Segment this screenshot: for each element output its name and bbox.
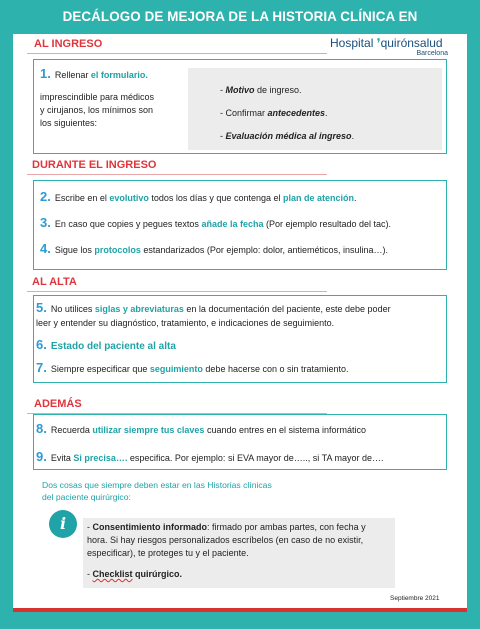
section-heading-ademas: ADEMÁS bbox=[34, 398, 82, 410]
item-6-line: 6. Estado del paciente al alta bbox=[36, 337, 176, 352]
list-item-evaluacion: - Evaluación médica al ingreso. bbox=[220, 131, 355, 141]
note-box bbox=[83, 518, 395, 588]
list-item-motivo: - Motivo de ingreso. bbox=[220, 85, 302, 95]
note-consentimiento-2: hora. Si hay riesgos personalizados escríbelos (en caso de no existir, bbox=[87, 535, 364, 545]
ademas-box bbox=[33, 414, 447, 470]
hospital-logo bbox=[330, 36, 450, 58]
note-intro-1: Dos cosas que siempre deben estar en las Historias clínicas bbox=[42, 480, 272, 490]
note-consentimiento: - Consentimiento informado: firmado por ambas partes, con fecha y bbox=[87, 522, 366, 532]
logo-city: Barcelona bbox=[416, 50, 448, 57]
bottom-red-rule bbox=[13, 608, 467, 612]
document-sheet bbox=[13, 34, 467, 612]
section-heading-ingreso: AL INGRESO bbox=[34, 38, 103, 50]
page-title: DECÁLOGO DE MEJORA DE LA HISTORIA CLÍNICA EN bbox=[62, 9, 418, 24]
item-5-line: 5. No utilices siglas y abreviaturas en la documentación del paciente, este debe poder bbox=[36, 300, 391, 315]
section-divider bbox=[27, 291, 327, 292]
logo-text: Hospital ❜quirónsalud bbox=[330, 36, 443, 50]
item-2-line: 2. Escribe en el evolutivo todos los días y que contenga el plan de atención. bbox=[40, 189, 357, 204]
item-8-line: 8. Recuerda utilizar siempre tus claves cuando entres en el sistema informático bbox=[36, 421, 367, 436]
note-checklist: - Checklist quirúrgico. bbox=[87, 569, 183, 579]
durante-box bbox=[33, 180, 447, 270]
logo-mark-icon: ❜ bbox=[376, 36, 381, 50]
section-heading-alta: AL ALTA bbox=[32, 276, 77, 288]
list-item-antecedentes: - Confirmar antecedentes. bbox=[220, 108, 328, 118]
item-1-desc-2: y cirujanos, los mínimos son bbox=[40, 105, 154, 115]
item-1-desc-1: imprescindible para médicos bbox=[40, 92, 155, 102]
minimum-fields-box bbox=[188, 68, 442, 150]
ingreso-box bbox=[33, 59, 447, 154]
date-label: Septiembre 2021 bbox=[390, 595, 440, 602]
item-1-desc-3: los siguientes: bbox=[40, 118, 98, 128]
item-7-line: 7. Siempre especificar que seguimiento debe hacerse con o sin tratamiento. bbox=[36, 360, 349, 375]
item-9-line: 9. Evita Si precisa…. especifica. Por ejemplo: si EVA mayor de….., si TA mayor de…. bbox=[36, 449, 384, 464]
item-5-line-2: leer y entender su diagnóstico, tratamiento, e indicaciones de seguimiento. bbox=[36, 318, 335, 328]
info-icon: i bbox=[49, 510, 77, 538]
note-consentimiento-3: especificar), te proteges tu y el paciente. bbox=[87, 548, 249, 558]
item-4-line: 4. Sigue los protocolos estandarizados (Por ejemplo: dolor, antieméticos, insulina…). bbox=[40, 241, 388, 256]
item-3-line: 3. En caso que copies y pegues textos añade la fecha (Por ejemplo resultado del tac). bbox=[40, 215, 392, 230]
section-heading-durante: DURANTE EL INGRESO bbox=[32, 159, 157, 171]
item-1-line: 1. Rellenar el formulario. bbox=[40, 66, 148, 81]
section-divider bbox=[27, 174, 327, 175]
section-divider bbox=[27, 53, 327, 54]
note-intro-2: del paciente quirúrgico: bbox=[42, 492, 131, 502]
alta-box bbox=[33, 295, 447, 383]
